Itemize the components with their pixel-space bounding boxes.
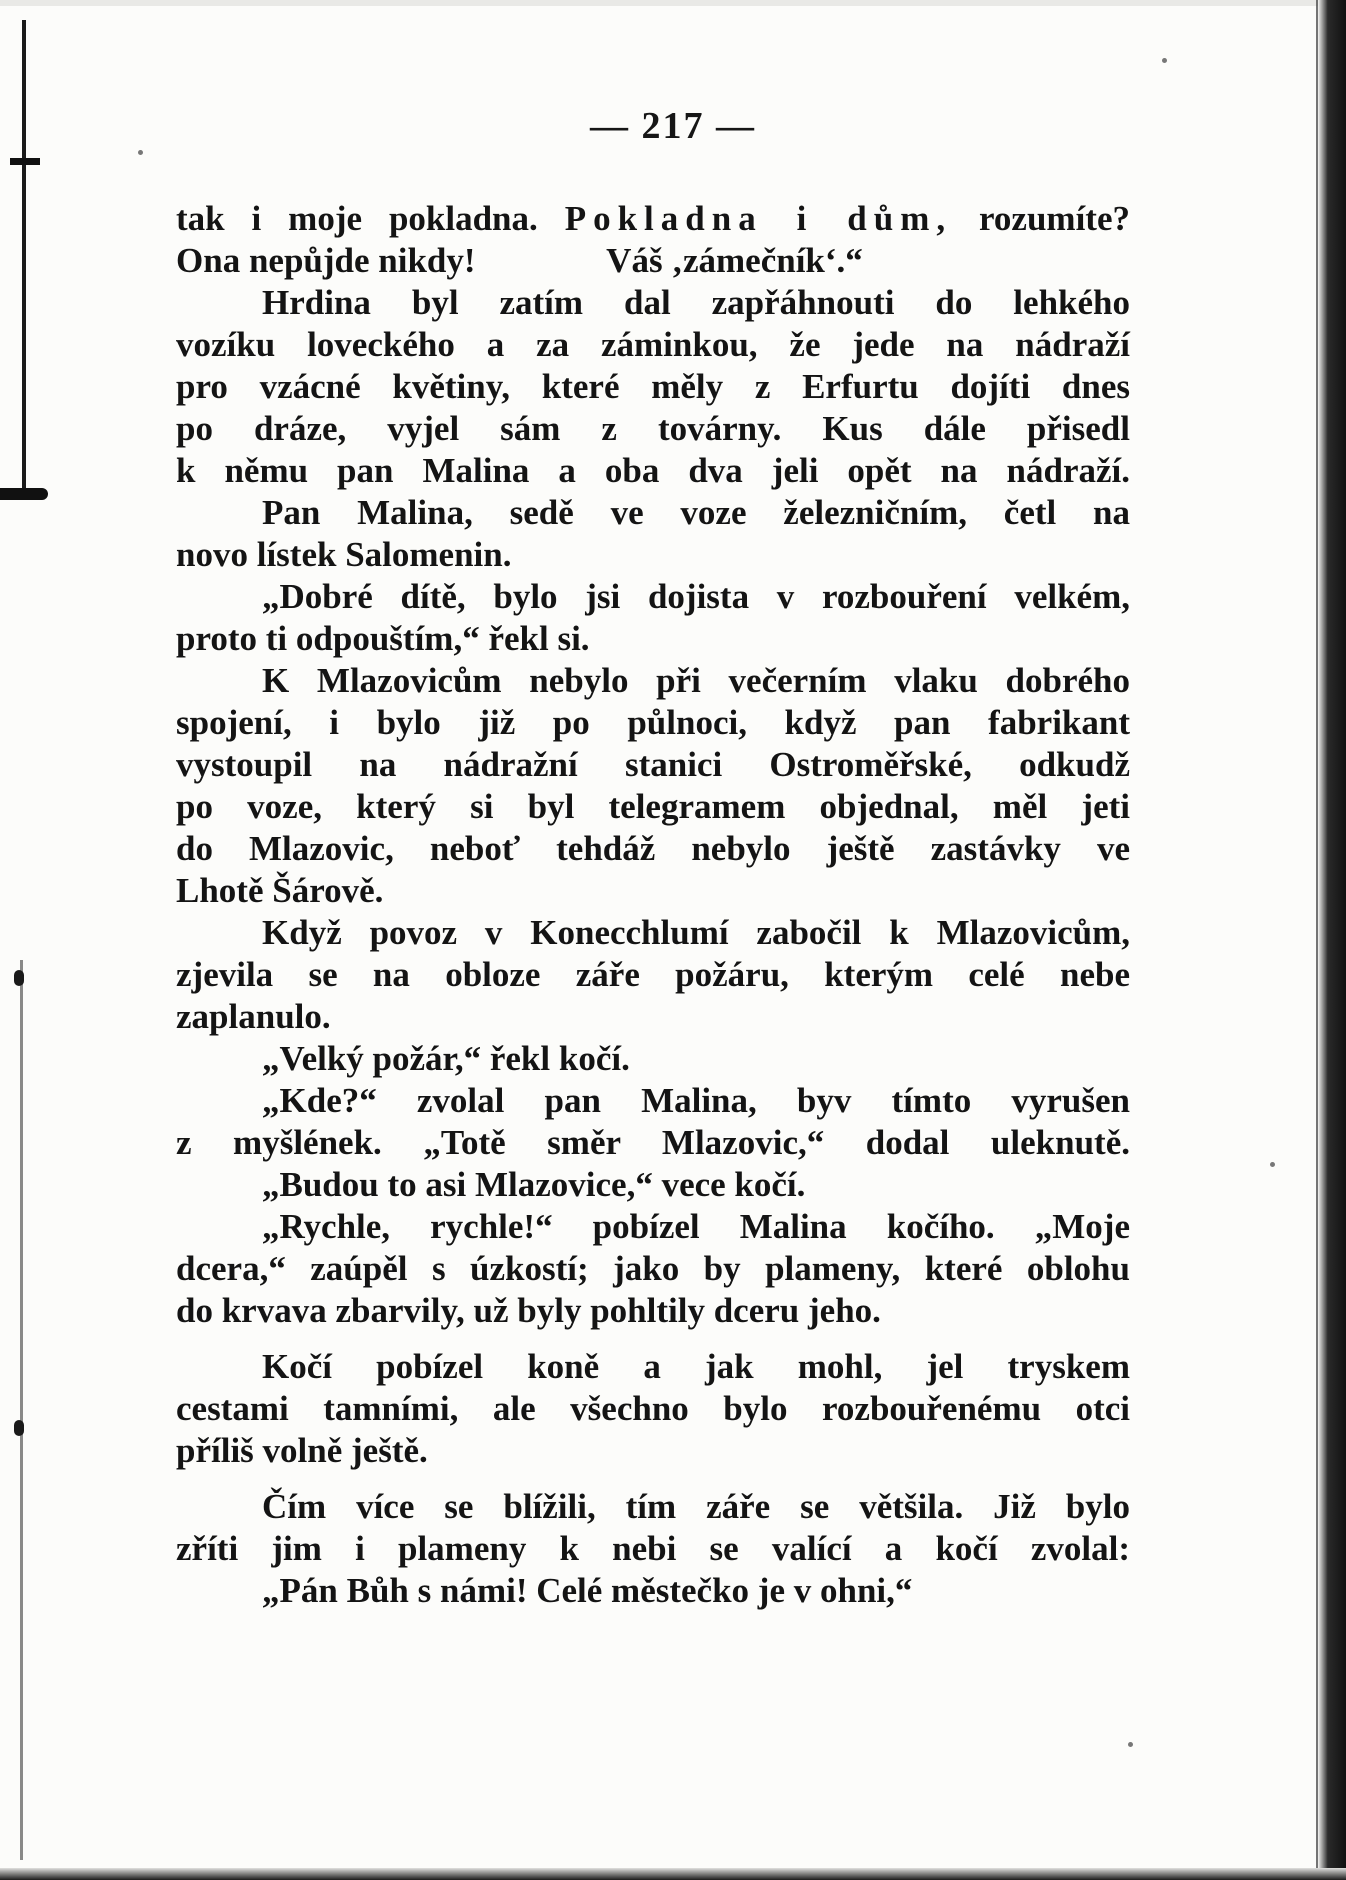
text-line: pro vzácné květiny, které měly z Erfurtu dojíti dnes bbox=[176, 367, 1130, 406]
text-line: Lhotě Šárově. bbox=[176, 871, 384, 910]
paragraph bbox=[176, 1206, 1130, 1332]
text-line: K Mlazovicům nebylo při večerním vlaku dobrého bbox=[262, 661, 1130, 700]
paragraph bbox=[176, 1080, 1130, 1164]
text-line bbox=[176, 198, 1130, 240]
page-right-edge bbox=[1318, 0, 1346, 1880]
paragraph bbox=[176, 1486, 1130, 1570]
text-line: proto ti odpouštím,“ řekl si. bbox=[176, 619, 590, 658]
left-margin-mark bbox=[22, 20, 26, 490]
text-line: Kočí pobízel koně a jak mohl, jel tryskem bbox=[262, 1347, 1130, 1386]
paragraph bbox=[176, 660, 1130, 912]
left-margin-blot bbox=[14, 1420, 24, 1436]
paragraph bbox=[176, 198, 1130, 282]
paragraph bbox=[176, 1346, 1130, 1472]
text-line: „Rychle, rychle!“ pobízel Malina kočího. „Moje bbox=[262, 1207, 1130, 1246]
text-line: do Mlazovic, neboť tehdáž nebylo ještě zastávky ve bbox=[176, 829, 1130, 868]
paragraph bbox=[176, 1038, 1130, 1080]
body-text bbox=[176, 198, 1130, 1612]
left-margin-tick bbox=[10, 158, 40, 165]
page-number: — 217 — bbox=[590, 105, 756, 147]
text-line: z myšlének. „Totě směr Mlazovic,“ dodal uleknutě. bbox=[176, 1123, 1130, 1162]
paragraph bbox=[176, 912, 1130, 1038]
text-line: po dráze, vyjel sám z továrny. Kus dále přisedl bbox=[176, 409, 1130, 448]
paragraph bbox=[176, 1570, 1130, 1612]
text-line: zaplanulo. bbox=[176, 997, 331, 1036]
paragraph bbox=[176, 282, 1130, 492]
text-line: k němu pan Malina a oba dva jeli opět na nádraží. bbox=[176, 451, 1130, 490]
text-line: novo lístek Salomenin. bbox=[176, 535, 512, 574]
text-line: „Budou to asi Mlazovice,“ vece kočí. bbox=[262, 1165, 806, 1204]
text-segment: tak i moje pokladna. bbox=[176, 199, 565, 238]
paragraph bbox=[176, 1164, 1130, 1206]
text-line: „Kde?“ zvolal pan Malina, byv tímto vyrušen bbox=[262, 1081, 1130, 1120]
text-line: Ona nepůjde nikdy! Váš ‚zámečník‘.“ bbox=[176, 241, 863, 280]
page-top-edge bbox=[0, 0, 1346, 6]
left-margin-tab bbox=[0, 488, 48, 500]
text-line: zříti jim i plameny k nebi se valící a kočí zvolal: bbox=[176, 1529, 1130, 1568]
text-line: vystoupil na nádražní stanici Ostroměřské, odkudž bbox=[176, 745, 1130, 784]
paragraph bbox=[176, 492, 1130, 576]
text-line: „Dobré dítě, bylo jsi dojista v rozbouření velkém, bbox=[262, 577, 1130, 616]
text-line: „Pán Bůh s námi! Celé městečko je v ohni,“ bbox=[262, 1571, 913, 1610]
paper-speck bbox=[138, 150, 143, 155]
paragraph bbox=[176, 576, 1130, 660]
text-line: příliš volně ještě. bbox=[176, 1431, 428, 1470]
text-line: po voze, který si byl telegramem objednal, měl jeti bbox=[176, 787, 1130, 826]
emphasized-text: Pokladna i dům, bbox=[564, 199, 953, 238]
left-margin-blot bbox=[14, 970, 24, 986]
text-line: „Velký požár,“ řekl kočí. bbox=[262, 1039, 630, 1078]
paper-speck bbox=[1162, 58, 1167, 63]
text-line: dcera,“ zaúpěl s úzkostí; jako by plameny, které oblohu bbox=[176, 1249, 1130, 1288]
text-line: zjevila se na obloze záře požáru, kterým celé nebe bbox=[176, 955, 1130, 994]
paper-speck bbox=[1270, 1162, 1275, 1167]
text-line: cestami tamními, ale všechno bylo rozbouřenému otci bbox=[176, 1389, 1130, 1428]
paper-speck bbox=[1128, 1742, 1133, 1747]
page-bottom-edge bbox=[0, 1868, 1346, 1880]
text-line: do krvava zbarvily, už byly pohltily dceru jeho. bbox=[176, 1291, 881, 1330]
text-line: Čím více se blížili, tím záře se většila. Již bylo bbox=[262, 1487, 1130, 1526]
left-margin-shadow bbox=[20, 960, 23, 1860]
text-line: Hrdina byl zatím dal zapřáhnouti do lehkého bbox=[262, 283, 1130, 322]
text-line: spojení, i bylo již po půlnoci, když pan fabrikant bbox=[176, 703, 1130, 742]
text-segment: rozumíte? bbox=[952, 199, 1130, 238]
text-line: vozíku loveckého a za záminkou, že jede na nádraží bbox=[176, 325, 1130, 364]
text-line: Pan Malina, sedě ve voze železničním, četl na bbox=[262, 493, 1130, 532]
text-line: Když povoz v Konecchlumí zabočil k Mlazovicům, bbox=[262, 913, 1130, 952]
